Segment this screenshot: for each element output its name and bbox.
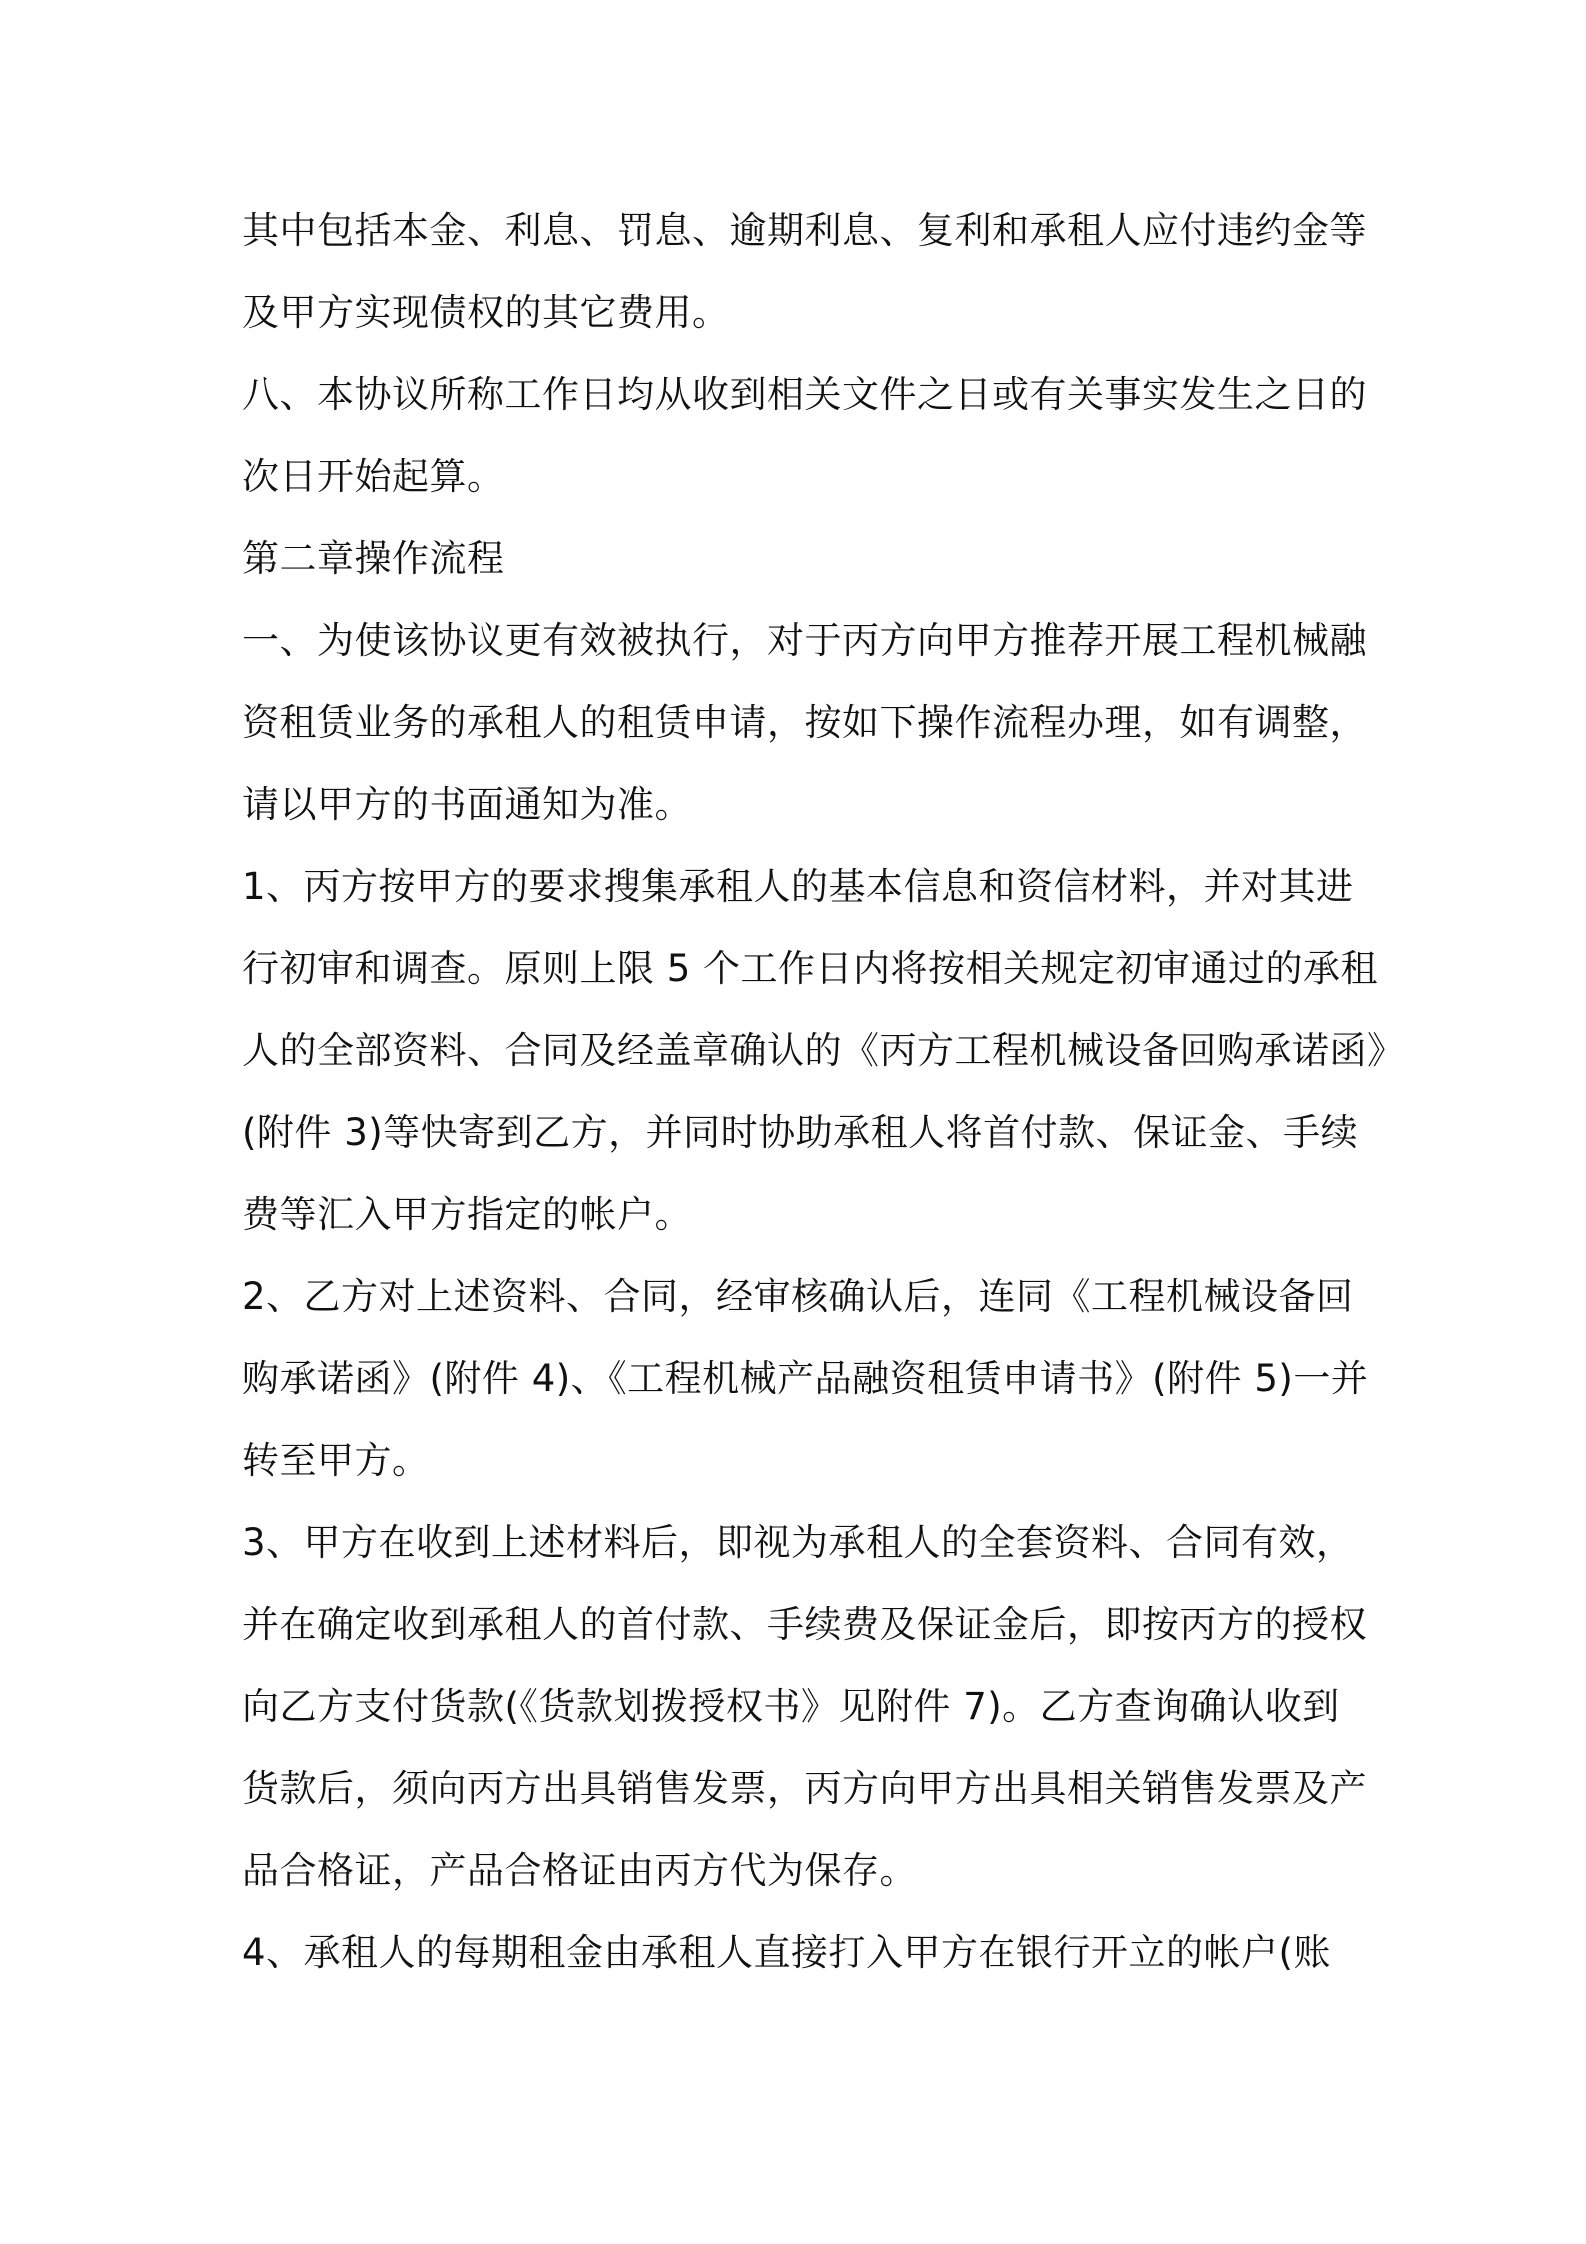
text-line: 一、为使该协议更有效被执行，对于丙方向甲方推荐开展工程机械融 [242, 619, 1367, 662]
text-line: 1、丙方按甲方的要求搜集承租人的基本信息和资信材料，并对其进 [242, 865, 1354, 908]
text-line: 费等汇入甲方指定的帐户。 [242, 1193, 692, 1236]
text-line: 并在确定收到承租人的首付款、手续费及保证金后，即按丙方的授权 [242, 1603, 1367, 1646]
text-line: 八、本协议所称工作日均从收到相关文件之日或有关事实发生之日的 [242, 373, 1367, 416]
text-line: 购承诺函》(附件 4)、《工程机械产品融资租赁申请书》(附件 5)一并 [242, 1357, 1369, 1400]
chapter-heading: 第二章操作流程 [242, 537, 505, 580]
text-line: 4、承租人的每期租金由承租人直接打入甲方在银行开立的帐户(账 [242, 1931, 1331, 1974]
text-line: 人的全部资料、合同及经盖章确认的《丙方工程机械设备回购承诺函》 [242, 1029, 1405, 1072]
text-line: 品合格证，产品合格证由丙方代为保存。 [242, 1849, 917, 1892]
text-line: 资租赁业务的承租人的租赁申请，按如下操作流程办理，如有调整， [242, 701, 1367, 744]
text-line: 向乙方支付货款(《货款划拨授权书》见附件 7)。乙方查询确认收到 [242, 1685, 1340, 1728]
text-line: 2、乙方对上述资料、合同，经审核确认后，连同《工程机械设备回 [242, 1275, 1354, 1318]
document-body [242, 200, 1405, 2004]
text-line: 转至甲方。 [242, 1439, 430, 1482]
text-line: 行初审和调查。原则上限 5 个工作日内将按相关规定初审通过的承租 [242, 947, 1379, 990]
text-line: 其中包括本金、利息、罚息、逾期利息、复利和承租人应付违约金等 [242, 209, 1367, 252]
text-line: 货款后，须向丙方出具销售发票，丙方向甲方出具相关销售发票及产 [242, 1767, 1367, 1810]
text-line: 次日开始起算。 [242, 455, 505, 498]
text-line: (附件 3)等快寄到乙方，并同时协助承租人将首付款、保证金、手续 [242, 1111, 1359, 1154]
text-line: 3、甲方在收到上述材料后，即视为承租人的全套资料、合同有效， [242, 1521, 1354, 1564]
text-line: 请以甲方的书面通知为准。 [242, 783, 692, 826]
text-line: 及甲方实现债权的其它费用。 [242, 291, 730, 334]
